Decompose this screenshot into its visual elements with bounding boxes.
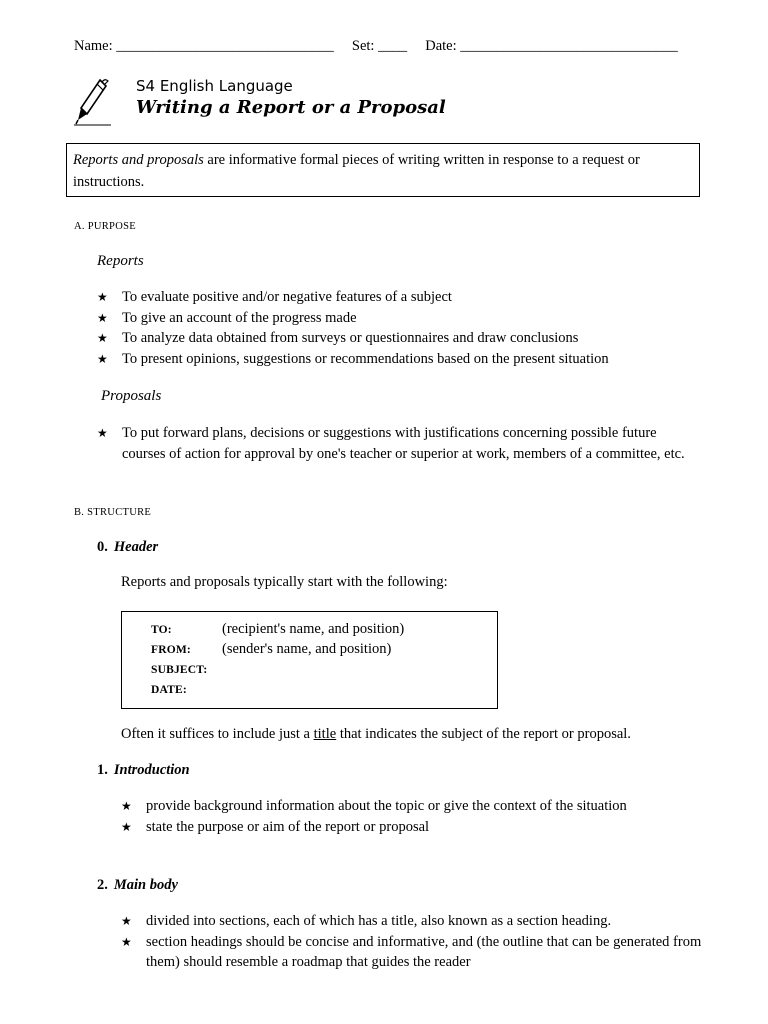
set-field[interactable]: Set: ____ bbox=[351, 38, 408, 54]
introduction-list bbox=[121, 796, 661, 837]
memo-row-from: FROM: (sender's name, and position) bbox=[151, 641, 392, 657]
star-icon: ★ bbox=[121, 819, 132, 834]
list-item: ★ To give an account of the progress made bbox=[97, 308, 737, 329]
intro-text: are informative formal pieces of writing written in response to a request or instructions. bbox=[73, 152, 640, 190]
proposals-list bbox=[97, 423, 695, 464]
reports-heading: Reports bbox=[97, 253, 144, 269]
list-item: ★ To analyze data obtained from surveys or questionnaires and draw conclusions bbox=[97, 328, 737, 349]
section-a-heading: A. PURPOSE bbox=[74, 221, 136, 232]
name-field[interactable]: Name: ______________________________ bbox=[74, 38, 334, 54]
list-item: ★ divided into sections, each of which has a title, also known as a section heading. bbox=[121, 911, 721, 932]
memo-row-date: DATE: bbox=[151, 684, 187, 696]
reports-list bbox=[97, 287, 737, 369]
memo-row-subject: SUBJECT: bbox=[151, 664, 208, 676]
star-icon: ★ bbox=[121, 934, 132, 949]
proposals-heading: Proposals bbox=[101, 388, 162, 404]
list-item: ★ section headings should be concise and informative, and (the outline that can be generated from them) should resemble a roadmap that guides the reader bbox=[121, 933, 702, 970]
list-item: ★ To evaluate positive and/or negative features of a subject bbox=[97, 287, 737, 308]
date-field[interactable]: Date: ______________________________ bbox=[425, 38, 678, 54]
main-body-list bbox=[121, 911, 721, 973]
memo-row-to: TO: (recipient's name, and position) bbox=[151, 621, 405, 637]
star-icon: ★ bbox=[97, 351, 108, 366]
star-icon: ★ bbox=[97, 426, 108, 440]
star-icon: ★ bbox=[97, 290, 108, 304]
intro-box bbox=[66, 143, 700, 197]
part-number: 2. bbox=[97, 877, 108, 893]
part-title: Main body bbox=[113, 877, 178, 893]
part-title: Header bbox=[113, 539, 159, 555]
pen-icon bbox=[73, 76, 113, 133]
star-icon: ★ bbox=[121, 799, 132, 813]
section-b-heading: B. STRUCTURE bbox=[74, 507, 152, 518]
page-title: Writing a Report or a Proposal bbox=[136, 97, 446, 118]
student-info-line bbox=[74, 38, 678, 55]
list-item: ★ To put forward plans, decisions or suggestions with justifications concerning possible future courses of action for approval by one's teacher or superior at work, members of a committee, etc. bbox=[97, 425, 685, 462]
header-description: Reports and proposals typically start with the following: bbox=[121, 574, 448, 590]
star-icon: ★ bbox=[97, 310, 108, 325]
star-icon: ★ bbox=[121, 914, 132, 928]
list-item: ★ state the purpose or aim of the report or proposal bbox=[121, 817, 661, 838]
part-number: 1. bbox=[97, 762, 108, 778]
title-block bbox=[136, 77, 446, 118]
list-item: ★ provide background information about the topic or give the context of the situation bbox=[121, 796, 661, 817]
star-icon: ★ bbox=[97, 331, 108, 345]
list-item: ★ To present opinions, suggestions or recommendations based on the present situation bbox=[97, 349, 737, 370]
part-title: Introduction bbox=[113, 762, 190, 778]
title-note: Often it suffices to include just a title that indicates the subject of the report or proposal. bbox=[121, 726, 631, 742]
course-name: S4 English Language bbox=[136, 77, 293, 95]
part-number: 0. bbox=[97, 539, 108, 555]
intro-lead: Reports and proposals bbox=[73, 152, 204, 168]
main-body-heading bbox=[97, 877, 178, 894]
memo-header-box bbox=[121, 611, 498, 709]
introduction-heading bbox=[97, 762, 190, 779]
header-part-heading bbox=[97, 539, 158, 556]
title-word: title bbox=[313, 726, 337, 742]
